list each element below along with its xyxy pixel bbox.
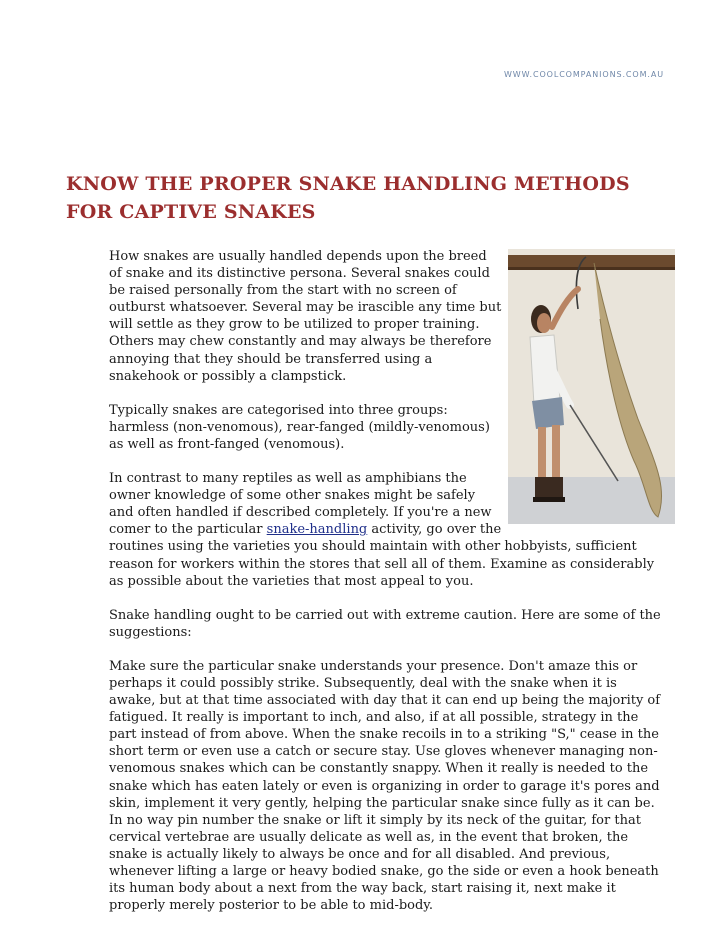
site-url: WWW.COOLCOMPANIONS.COM.AU [504, 70, 664, 79]
page-title: KNOW THE PROPER SNAKE HANDLING METHODS FOR CAPTIVE SNAKES [66, 173, 630, 223]
paragraph-newcomer-text-a: In contrast to many reptiles as well as amphibians the owner knowledge of some other snakes might be safely and often handled if described completely. If you're a new comer to the particular [109, 471, 492, 538]
paragraph-suggestions: Make sure the particular snake understands your presence. Don't amaze this or perhaps it could possibly strike. Subsequently, deal with the snake when it is awake, but at that time associated with day that it can end up being the majority of fatigued. It really is important to inch, and also, if at all possible, strategy in the part instead of from above. When the snake recoils in to a striking "S," cease in the short term or even use a catch or secure stay. Use gloves whenever managing non-venomous snakes which can be constantly snappy. When it really is needed to the snake which has eaten lately or even is organizing in order to garage it's pores and skin, implement it very gently, helping the particular snake since fully as it can be. In no way pin number the snake or lift it simply by its neck of the guitar, for that cervical vertebrae are usually delicate as well as, in the event that broken, the snake is actually likely to always be once and for all disabled. And previous, whenever lifting a large or heavy bodied snake, go the side or even a hook beneath its human body about a next from the way back, start raising it, next make it properly merely posterior to be able to mid-body. [109, 658, 661, 914]
article-body [109, 248, 665, 931]
paragraph-caution: Snake handling ought to be carried out with extreme caution. Here are some of the suggestions: [109, 607, 661, 640]
snake-handler-photo [508, 249, 675, 524]
paragraph-newcomer-text-b: activity, go over the routines using the varieties you should maintain with other hobbyists, sufficient reason for workers within the stores that sell all of them. Examine as considerably as possible about the varieties that most appeal to you. [109, 522, 655, 589]
paragraph-groups: Typically snakes are categorised into three groups: harmless (non-venomous), rear-fanged (mildly-venomous) as well as front-fanged (venomous). [109, 402, 490, 452]
paragraph-intro: How snakes are usually handled depends upon the breed of snake and its distinctive persona. Several snakes could be raised personally from the start with no screen of outburst whatsoever. Several may be irascible any time but will settle as they grow to be utilized to proper training. Others may chew constantly and may always be therefore annoying that they should be transferred using a snakehook or possibly a clampstick. [109, 249, 502, 384]
snake-handling-link[interactable]: snake-handling [266, 522, 368, 538]
